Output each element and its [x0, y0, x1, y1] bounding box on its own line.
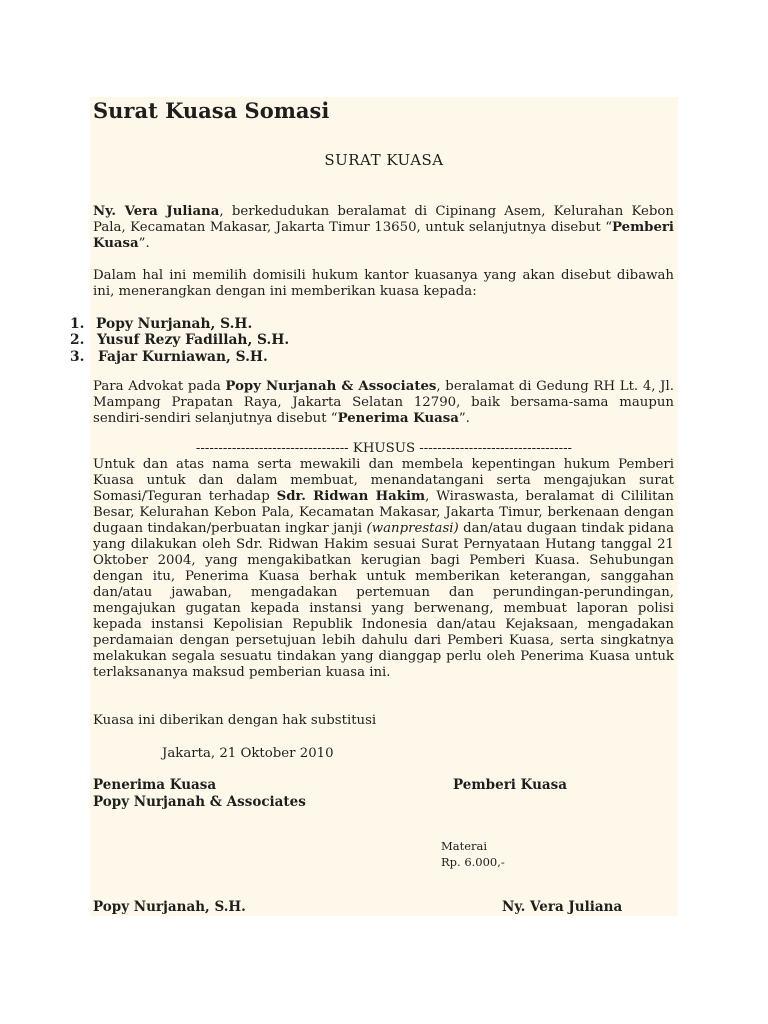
- stamp-value: Rp. 6.000,-: [441, 855, 505, 869]
- grantor-signer-name: Ny. Vera Juliana: [502, 899, 623, 915]
- attorney-list: [70, 316, 289, 365]
- recipient-signer-name: Popy Nurjanah, S.H.: [93, 899, 246, 915]
- grantor-label: Pemberi Kuasa: [453, 777, 567, 793]
- recipient-firm: Popy Nurjanah & Associates: [93, 794, 306, 810]
- recipient-role: Penerima Kuasa: [337, 411, 459, 426]
- stamp-duty: [441, 838, 505, 870]
- place-date: Jakarta, 21 Oktober 2010: [162, 746, 334, 761]
- list-item: 3. Fajar Kurniawan, S.H.: [70, 348, 268, 365]
- grantor-name: Ny. Vera Juliana: [93, 204, 220, 219]
- stamp-label: Materai: [441, 839, 488, 853]
- list-item: 1. Popy Nurjanah, S.H.: [70, 316, 253, 332]
- document-title: Surat Kuasa Somasi: [93, 98, 330, 123]
- substitution-clause: Kuasa ini diberikan dengan hak substitusi: [93, 713, 377, 728]
- opposing-party: Sdr. Ridwan Hakim: [276, 489, 426, 504]
- signature-left-block: [93, 777, 306, 811]
- letter-heading: SURAT KUASA: [324, 151, 444, 169]
- domicile-paragraph: Dalam hal ini memilih domisili hukum kantor kuasanya yang akan disebut dibawah ini, menerangkan dengan ini memberikan kuasa kepada:: [93, 268, 674, 299]
- recipient-label: Penerima Kuasa: [93, 777, 217, 793]
- list-item: 2. Yusuf Rezy Fadillah, S.H.: [70, 332, 290, 349]
- grantor-role: Pemberi Kuasa: [93, 220, 674, 251]
- firm-name: Popy Nurjanah & Associates: [225, 379, 437, 394]
- special-paragraph: Untuk dan atas nama serta mewakili dan membela kepentingan hukum Pemberi Kuasa untuk dan dalam membuat, menandatangani serta mengajukan surat Somasi/Teguran terhadap Sdr. Ridwan Hakim, Wiraswasta, beralamat di Cililitan Besar, Kelurahan Kebon Pala, Kecamatan Makasar, Jakarta Timur, berkenaan dengan dugaan tindakan/perbuatan ingkar janji (wanprestasi) dan/atau dugaan tindak pidana yang dilakukan oleh Sdr. Ridwan Hakim sesuai Surat Pernyataan Hutang tanggal 21 Oktober 2004, yang mengakibatkan kerugian bagi Pemberi Kuasa. Sehubungan dengan itu, Penerima Kuasa berhak untuk memberikan keterangan, sanggahan dan/atau jawaban, mengadakan pertemuan dan perundingan-perundingan, mengajukan gugatan kepada instansi yang berwenang, membuat laporan polisi kepada instansi Kepolisian Republik Indonesia dan/atau Kejaksaan, mengadakan perdamaian dengan persetujuan lebih dahulu dari Pemberi Kuasa, serta singkatnya melakukan segala sesuatu tindakan yang dianggap perlu oleh Penerima Kuasa untuk terlaksananya maksud pemberian kuasa ini.: [93, 457, 674, 680]
- advocates-paragraph: Para Advokat pada Popy Nurjanah & Associates, beralamat di Gedung RH Lt. 4, Jl. Mampang Prapatan Raya, Jakarta Selatan 12790, baik bersama-sama maupun sendiri-sendiri selanjutnya disebut “Penerima Kuasa”.: [93, 379, 674, 426]
- special-divider: ---------------------------------- KHUSUS ----------------------------------: [195, 441, 573, 456]
- wanprestasi-term: (wanprestasi): [366, 521, 459, 536]
- grantor-paragraph: Ny. Vera Juliana, berkedudukan beralamat di Cipinang Asem, Kelurahan Kebon Pala, Kecamatan Makasar, Jakarta Timur 13650, untuk selanjutnya disebut “Pemberi Kuasa”.: [93, 204, 674, 251]
